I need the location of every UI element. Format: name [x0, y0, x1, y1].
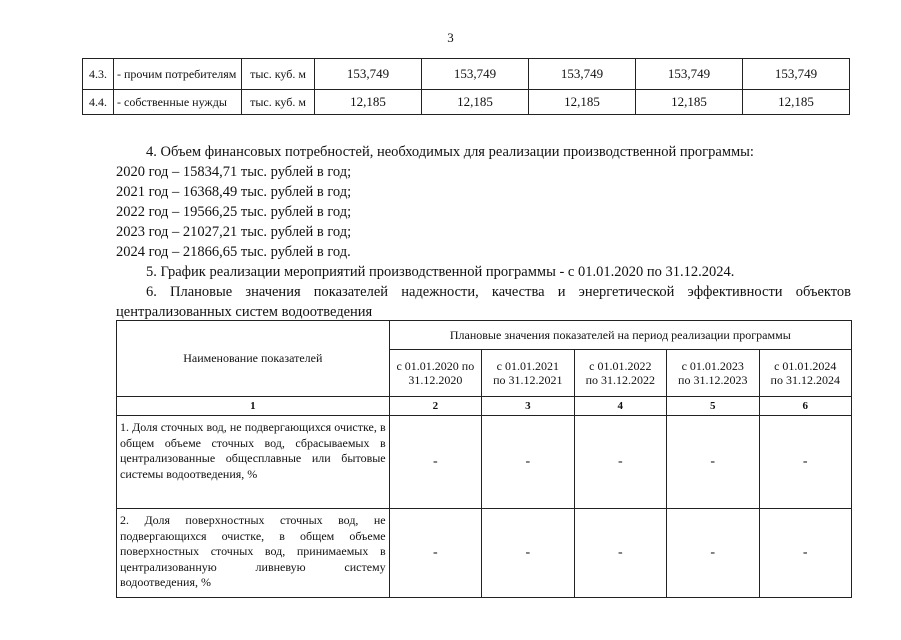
indicator-value: -	[482, 509, 574, 598]
period-to: 31.12.2020	[408, 373, 463, 387]
row-value: 153,749	[743, 59, 850, 90]
row-name: - собственные нужды	[114, 90, 242, 115]
period-header	[574, 350, 666, 397]
column-number: 2	[389, 397, 481, 416]
period-header	[759, 350, 852, 397]
indicator-value: -	[389, 509, 481, 598]
period-to: по 31.12.2021	[493, 373, 563, 387]
indicator-name: 1. Доля сточных вод, не подвергающихся очистке, в общем объеме сточных вод, сбрасываемых в централизованные общесплавные или бытовые системы водоотведения, %	[117, 416, 390, 509]
paragraph-5: 5. График реализации мероприятий производственной программы - с 01.01.2020 по 31.12.2024.	[146, 264, 735, 280]
period-to: по 31.12.2023	[678, 373, 748, 387]
row-number: 4.3.	[83, 59, 114, 90]
year-line: 2024 год – 21866,65 тыс. рублей в год.	[116, 244, 351, 260]
indicator-value: -	[574, 416, 666, 509]
indicator-value: -	[667, 416, 759, 509]
table-row	[117, 509, 852, 598]
period-header	[482, 350, 574, 397]
header-indicator-name: Наименование показателей	[117, 321, 390, 397]
period-to: по 31.12.2022	[585, 373, 655, 387]
column-number-row	[117, 397, 852, 416]
period-from: с 01.01.2020 по	[396, 359, 475, 373]
header-planned-values: Плановые значения показателей на период реализации программы	[389, 321, 851, 350]
row-unit: тыс. куб. м	[242, 90, 315, 115]
row-value: 12,185	[529, 90, 636, 115]
period-from: с 01.01.2023	[681, 359, 744, 373]
row-value: 12,185	[422, 90, 529, 115]
period-from: с 01.01.2021	[496, 359, 559, 373]
column-number: 3	[482, 397, 574, 416]
row-unit: тыс. куб. м	[242, 59, 315, 90]
column-number: 6	[759, 397, 852, 416]
year-line: 2023 год – 21027,21 тыс. рублей в год;	[116, 224, 352, 240]
body-text	[116, 142, 851, 322]
table-row	[117, 416, 852, 509]
row-value: 153,749	[315, 59, 422, 90]
indicator-value: -	[389, 416, 481, 509]
row-value: 12,185	[636, 90, 743, 115]
indicator-value: -	[759, 509, 852, 598]
table-row	[83, 59, 850, 90]
period-from: с 01.01.2024	[774, 359, 837, 373]
row-number: 4.4.	[83, 90, 114, 115]
header-row	[117, 321, 852, 350]
page-number: 3	[447, 30, 454, 45]
row-value: 12,185	[315, 90, 422, 115]
indicators-table	[116, 320, 852, 598]
indicator-value: -	[759, 416, 852, 509]
year-line: 2021 год – 16368,49 тыс. рублей в год;	[116, 184, 352, 200]
paragraph-6: 6. Плановые значения показателей надежности, качества и энергетической эффективности объектов	[146, 284, 851, 300]
row-name: - прочим потребителям	[114, 59, 242, 90]
period-from: с 01.01.2022	[589, 359, 652, 373]
column-number: 4	[574, 397, 666, 416]
year-line: 2022 год – 19566,25 тыс. рублей в год;	[116, 204, 352, 220]
indicator-value: -	[574, 509, 666, 598]
period-header	[389, 350, 481, 397]
consumption-table	[82, 58, 850, 115]
row-value: 153,749	[636, 59, 743, 90]
column-number: 1	[117, 397, 390, 416]
period-to: по 31.12.2024	[770, 373, 840, 387]
column-number: 5	[667, 397, 759, 416]
paragraph-6-continued: централизованных систем водоотведения	[116, 304, 373, 320]
paragraph-4: 4. Объем финансовых потребностей, необходимых для реализации производственной программы:	[146, 144, 754, 160]
indicator-value: -	[667, 509, 759, 598]
table-row	[83, 90, 850, 115]
indicator-value: -	[482, 416, 574, 509]
row-value: 12,185	[743, 90, 850, 115]
row-value: 153,749	[529, 59, 636, 90]
year-line: 2020 год – 15834,71 тыс. рублей в год;	[116, 164, 352, 180]
row-value: 153,749	[422, 59, 529, 90]
period-header	[667, 350, 759, 397]
indicator-name: 2. Доля поверхностных сточных вод, не подвергающихся очистке, в общем объеме поверхностных сточных вод, принимаемых в централизованную ливневую систему водоотведения, %	[117, 509, 390, 598]
